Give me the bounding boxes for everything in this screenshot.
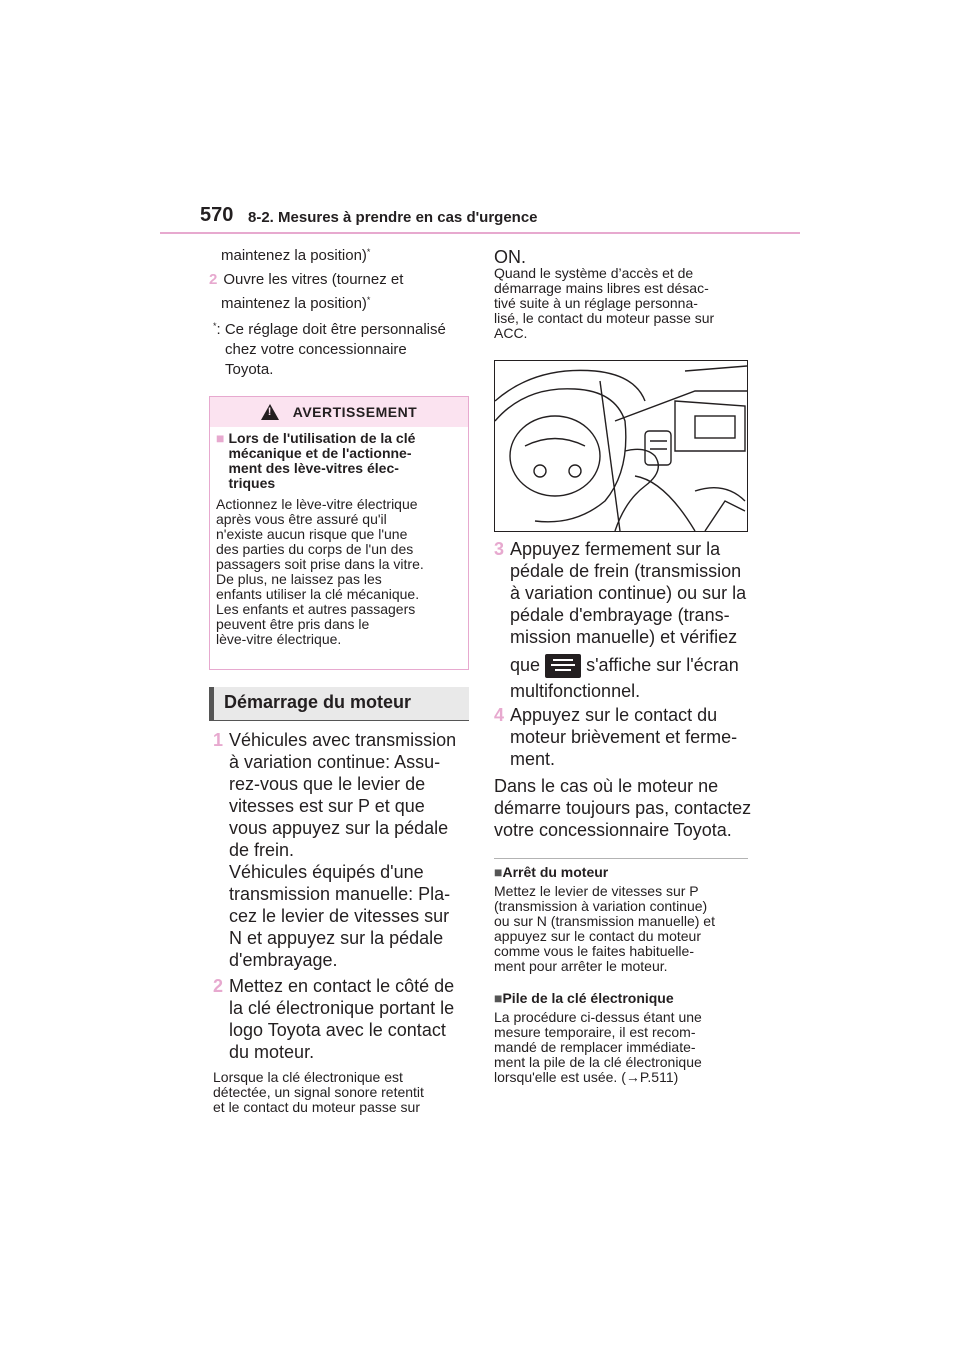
note-line: ment la pile de la clé électronique	[494, 1054, 702, 1070]
note-line: et le contact du moteur passe sur	[213, 1099, 420, 1115]
warning-line: n'existe aucun risque que l'une	[216, 526, 408, 542]
step-line: vous appuyez sur la pédale	[229, 818, 449, 838]
step-line: moteur brièvement et ferme-	[510, 727, 738, 747]
note-title-text: Arrêt du moteur	[502, 864, 609, 880]
footnote-line: : Ce réglage doit être personnalisé	[216, 321, 446, 338]
step-1	[213, 729, 473, 971]
warning-header	[210, 397, 468, 427]
note-line: Lorsque la clé électronique est	[213, 1069, 403, 1085]
step-line: Mettez en contact le côté de	[229, 976, 455, 996]
note-line: ACC.	[494, 325, 528, 341]
step-line: à variation continue) ou sur la	[510, 583, 747, 603]
step-line: à variation continue: Assu-	[229, 752, 441, 772]
note-line: tivé suite à un réglage personna-	[494, 295, 698, 311]
step-line: transmission manuelle: Pla-	[229, 884, 451, 904]
step-number: 3	[494, 539, 505, 559]
note-title	[494, 990, 754, 1006]
step-line: que	[510, 655, 541, 675]
step-number: 2	[213, 976, 224, 996]
step-line: pédale d'embrayage (trans-	[510, 605, 730, 625]
note-line: La procédure ci-dessus étant une	[494, 1009, 702, 1025]
closing-line: Dans le cas où le moteur ne	[494, 776, 719, 796]
step-text: Ouvre les vitres (tournez et	[223, 271, 404, 288]
warning-heading	[216, 431, 462, 491]
continuation-line: maintenez la position)	[221, 247, 367, 264]
warning-line: Les enfants et autres passagers	[216, 601, 416, 617]
warning-box	[209, 396, 469, 670]
note-line: lorsqu'elle est usée. (	[494, 1069, 626, 1085]
note-engine-stop	[494, 864, 754, 974]
left-top-text	[209, 246, 471, 314]
step-line: ment.	[510, 749, 556, 769]
warning-heading-line: Lors de l'utilisation de la clé	[228, 430, 416, 446]
closing-line: votre concessionnaire Toyota.	[494, 820, 732, 840]
warning-title: AVERTISSEMENT	[292, 404, 418, 420]
page-number: 570	[200, 204, 234, 226]
note-title	[494, 864, 754, 880]
closing-paragraph	[494, 775, 754, 841]
step-line: vitesses est sur P et que	[229, 796, 425, 816]
header-rule	[160, 232, 800, 234]
footnote-marker: *	[366, 295, 371, 305]
step-line: mission manuelle) et vérifiez	[510, 627, 738, 647]
section-title: 8-2. Mesures à prendre en cas d'urgence	[248, 209, 538, 226]
on-text: ON.	[494, 247, 527, 267]
section-heading-text: Démarrage du moteur	[224, 692, 412, 712]
step-line: la clé électronique portant le	[229, 998, 455, 1018]
square-bullet-icon: ■	[494, 864, 503, 880]
warning-icon	[261, 404, 279, 420]
warning-body	[216, 497, 462, 647]
steering-wheel-illustration	[494, 360, 748, 532]
note-title-text: Pile de la clé électronique	[502, 990, 674, 1006]
step-number: 4	[494, 705, 505, 725]
step-line: logo Toyota avec le contact	[229, 1020, 446, 1040]
note-line: mesure temporaire, il est recom-	[494, 1024, 696, 1040]
step-2	[213, 975, 473, 1063]
note-key-battery	[494, 990, 754, 1085]
step-line: d'embrayage.	[229, 950, 338, 970]
page-reference-link[interactable]: P.511)	[639, 1069, 679, 1085]
step-3	[494, 538, 752, 702]
step-line: s'affiche sur l'écran	[586, 655, 739, 675]
step-text: maintenez la position)	[221, 295, 367, 312]
step-2-note	[213, 1070, 473, 1115]
step-line: du moteur.	[229, 1042, 315, 1062]
warning-line: De plus, ne laissez pas les	[216, 571, 382, 587]
note-line: Mettez le levier de vitesses sur P	[494, 883, 699, 899]
footnote	[213, 320, 469, 380]
note-line: ou sur N (transmission manuelle) et	[494, 913, 715, 929]
brake-indicator-icon	[545, 654, 581, 678]
warning-heading-line: mécanique et de l'actionne-	[228, 445, 412, 461]
warning-line: après vous être assuré qu'il	[216, 511, 387, 527]
note-line: (transmission à variation continue)	[494, 898, 708, 914]
arrow-right-icon: →	[625, 1069, 640, 1085]
step-line: cez le levier de vitesses sur	[229, 906, 450, 926]
warning-heading-line: triques	[228, 475, 276, 491]
illustration-svg	[495, 361, 747, 531]
footnote-line: chez votre concessionnaire	[225, 341, 407, 358]
footnote-marker: *	[213, 321, 217, 331]
footnote-marker: *	[366, 247, 371, 257]
warning-line: lève-vitre électrique.	[216, 631, 342, 647]
note-line: comme vous le faites habituelle-	[494, 943, 694, 959]
square-bullet-icon: ■	[494, 990, 503, 1006]
warning-heading-line: ment des lève-vitres élec-	[228, 460, 399, 476]
note-line: appuyez sur le contact du moteur	[494, 928, 702, 944]
step-line: Véhicules avec transmission	[229, 730, 457, 750]
note-line: mandé de remplacer immédiate-	[494, 1039, 696, 1055]
warning-line: des parties du corps de l'un des	[216, 541, 414, 557]
closing-line: démarre toujours pas, contactez	[494, 798, 752, 818]
step-line: Appuyez sur le contact du	[510, 705, 718, 725]
acc-note	[494, 266, 750, 341]
note-line: ment pour arrêter le moteur.	[494, 958, 668, 974]
note-line: démarrage mains libres est désac-	[494, 280, 709, 296]
note-line: détectée, un signal sonore retentit	[213, 1084, 424, 1100]
footnote-line: Toyota.	[225, 361, 274, 378]
step-line: de frein.	[229, 840, 295, 860]
step-line: multifonctionnel.	[510, 681, 641, 702]
note-line: lisé, le contact du moteur passe sur	[494, 310, 715, 326]
section-heading	[209, 687, 469, 721]
note-line: Quand le système d’accès et de	[494, 265, 694, 281]
step-line: N et appuyez sur la pédale	[229, 928, 444, 948]
square-bullet-icon: ■	[216, 430, 225, 446]
step-number: 1	[213, 730, 224, 750]
warning-line: Actionnez le lève-vitre électrique	[216, 496, 418, 512]
step-line: Appuyez fermement sur la	[510, 539, 721, 559]
separator	[494, 858, 748, 859]
step-line: pédale de frein (transmission	[510, 561, 742, 581]
warning-line: passagers soit prise dans la vitre.	[216, 556, 424, 572]
step-line: Véhicules équipés d'une	[229, 862, 424, 882]
step-line: rez-vous que le levier de	[229, 774, 426, 794]
step-4	[494, 704, 752, 770]
warning-line: peuvent être pris dans le	[216, 616, 370, 632]
warning-line: enfants utiliser la clé mécanique.	[216, 586, 420, 602]
step-number: 2	[209, 271, 218, 288]
